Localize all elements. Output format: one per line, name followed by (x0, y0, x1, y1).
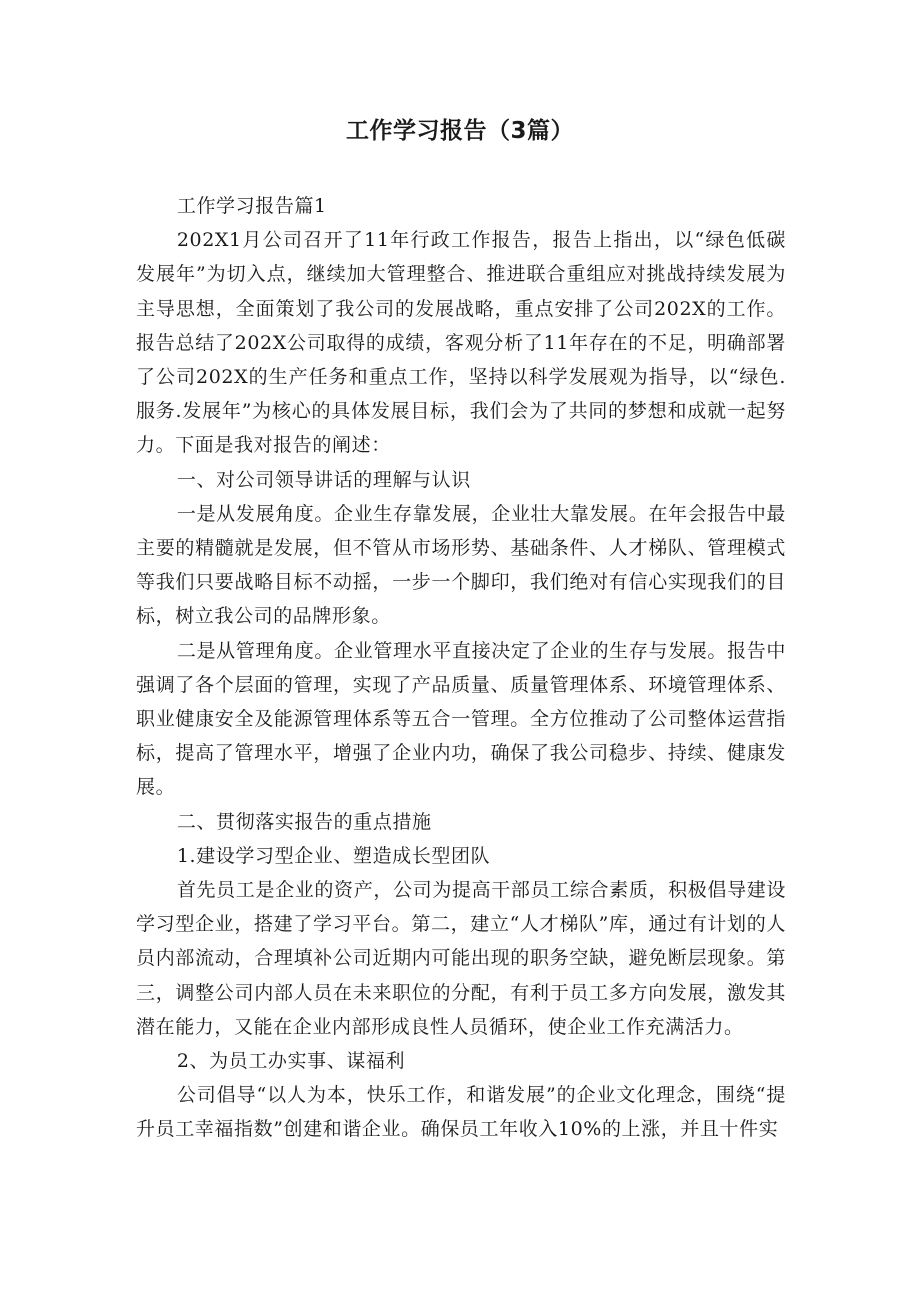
body-paragraph: 公司倡导“以人为本，快乐工作，和谐发展”的企业文化理念，围绕“提升员工幸福指数”创建和谐企业。确保员工年收入10%的上涨，并且十件实 (136, 1084, 786, 1141)
section-heading: 工作学习报告篇1 (176, 195, 327, 217)
body-paragraph: 一是从发展角度。企业生存靠发展，企业壮大靠发展。在年会报告中最主要的精髓就是发展，但不管从市场形势、基础条件、人才梯队、管理模式等我们只要战略目标不动摇，一步一个脚印，我们绝对有信心实现我们的目标，树立我公司的品牌形象。 (136, 502, 786, 628)
subsection-heading: 1.建设学习型企业、塑造成长型团队 (176, 844, 491, 867)
section-heading: 二、贯彻落实报告的重点措施 (176, 810, 432, 833)
body-paragraph: 二是从管理角度。企业管理水平直接决定了企业的生存与发展。报告中强调了各个层面的管理，实现了产品质量、质量管理体系、环境管理体系、职业健康安全及能源管理体系等五合一管理。全方位推动了公司整体运营指标，提高了管理水平，增强了企业内功，确保了我公司稳步、持续、健康发展。 (136, 639, 786, 799)
body-paragraph: 首先员工是企业的资产，公司为提高干部员工综合素质，积极倡导建设学习型企业，搭建了学习平台。第二，建立“人才梯队”库，通过有计划的人员内部流动，合理填补公司近期内可能出现的职务空缺，避免断层现象。第三，调整公司内部人员在未来职位的分配，有利于员工多方向发展，激发其潜在能力，又能在企业内部形成良性人员循环，使企业工作充满活力。 (136, 879, 786, 1038)
body-paragraph: 202X1月公司召开了11年行政工作报告，报告上指出，以“绿色低碳发展年”为切入点，继续加大管理整合、推进联合重组应对挑战持续发展为主导思想，全面策划了我公司的发展战略，重点安排了公司202X的工作。报告总结了202X公司取得的成绩，客观分析了11年存在的不足，明确部署了公司202X的生产任务和重点工作，坚持以科学发展观为指导，以“绿色.服务.发展年”为核心的具体发展目标，我们会为了共同的梦想和成就一起努力。下面是我对报告的阐述： (136, 229, 786, 457)
document-body (136, 189, 786, 1147)
document-title: 工作学习报告（3篇） (345, 118, 574, 144)
section-heading: 一、对公司领导讲话的理解与认识 (176, 468, 471, 491)
subsection-heading: 2、为员工办实事、谋福利 (176, 1050, 406, 1073)
